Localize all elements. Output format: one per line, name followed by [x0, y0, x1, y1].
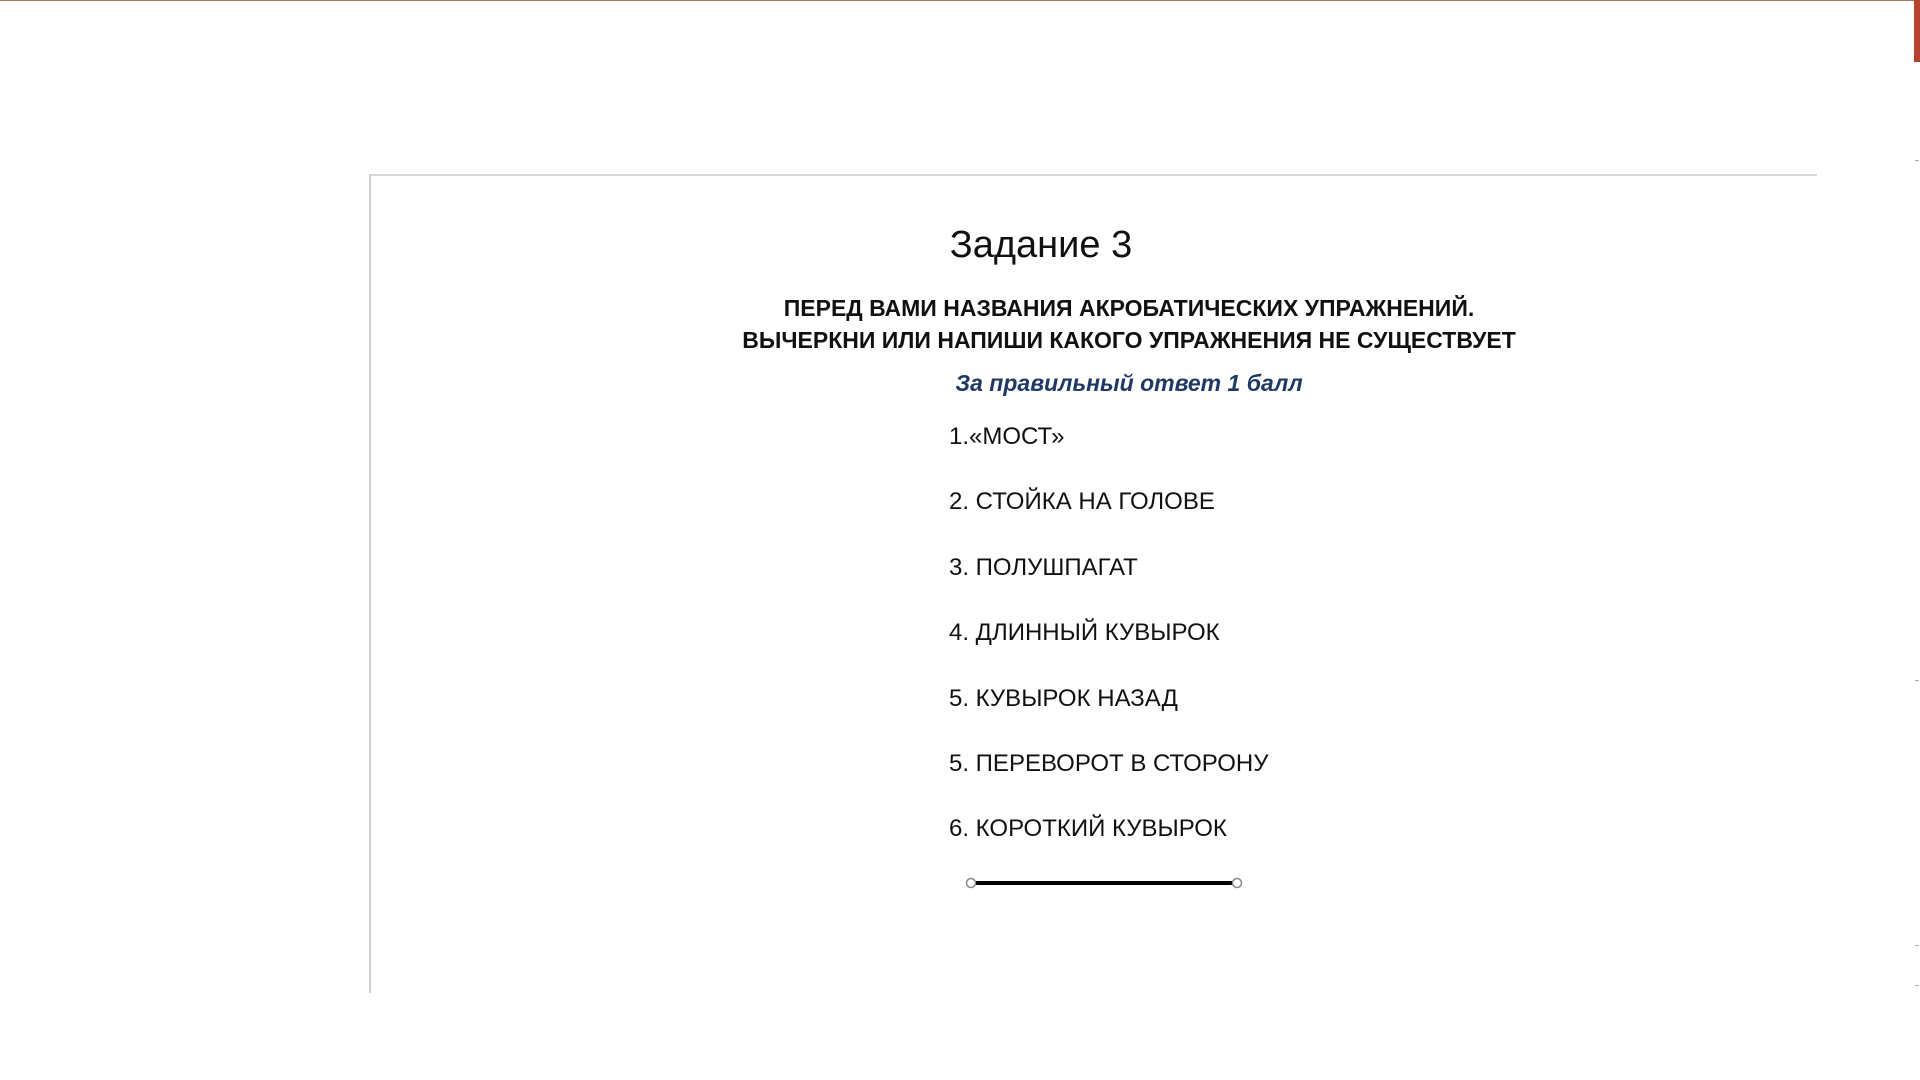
scrollbar-accent[interactable]	[1914, 0, 1920, 62]
exercise-list[interactable]	[949, 422, 1269, 880]
list-item[interactable]: 1.«МОСТ»	[949, 423, 1065, 450]
list-item[interactable]: 6. КОРОТКИЙ КУВЫРОК	[949, 815, 1227, 843]
instruction-line-2: ВЫЧЕРКНИ ИЛИ НАПИШИ КАКОГО УПРАЖНЕНИЯ НЕ СУЩЕСТВУЕТ	[742, 327, 1516, 353]
line-start-handle[interactable]	[967, 879, 976, 888]
ruler-tick	[1915, 680, 1919, 681]
list-item[interactable]: 5. КУВЫРОК НАЗАД	[949, 684, 1178, 712]
ruler-tick	[1915, 985, 1919, 986]
slide-canvas[interactable]	[369, 174, 1817, 993]
selected-line-shape[interactable]	[964, 876, 1244, 890]
ruler-tick	[1915, 160, 1919, 161]
window-top-border	[0, 0, 1920, 1]
list-item[interactable]: 2. СТОЙКА НА ГОЛОВЕ	[949, 488, 1215, 516]
list-item[interactable]: 3. ПОЛУШПАГАТ	[949, 553, 1138, 581]
instructions-text[interactable]	[629, 292, 1629, 356]
line-end-handle[interactable]	[1233, 879, 1242, 888]
list-item[interactable]: 4. ДЛИННЫЙ КУВЫРОК	[949, 619, 1220, 647]
list-item[interactable]: 5. ПЕРЕВОРОТ В СТОРОНУ	[949, 749, 1269, 777]
score-note[interactable]: За правильный ответ 1 балл	[955, 370, 1303, 396]
ruler-tick	[1915, 945, 1919, 946]
slide-title[interactable]: Задание 3	[949, 224, 1133, 266]
instruction-line-1: ПЕРЕД ВАМИ НАЗВАНИЯ АКРОБАТИЧЕСКИХ УПРАЖНЕНИЙ.	[783, 295, 1475, 321]
